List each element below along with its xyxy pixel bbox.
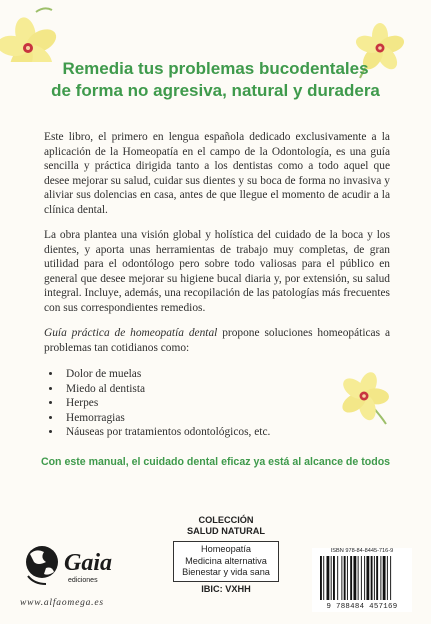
list-item: • Herpes — [62, 396, 390, 411]
collection-name: SALUD NATURAL — [187, 526, 265, 536]
barcode-bar — [323, 556, 324, 600]
publisher-name: Gaia — [64, 550, 112, 576]
book-title-italic: Guía práctica de homeopatía dental — [44, 327, 218, 339]
barcode-bar — [350, 556, 352, 600]
category-item: Medicina alternativa — [185, 555, 267, 566]
collection-label: COLECCIÓN — [198, 515, 254, 525]
blurb — [44, 130, 390, 440]
ean-digits: 9 788484 457169 — [326, 603, 398, 611]
gaia-globe-icon — [20, 536, 140, 596]
barcode-icon — [318, 556, 406, 602]
blurb-paragraph-3 — [44, 326, 390, 355]
blurb-paragraph-1: Este libro, el primero en lengua española dedicado exclusivamente a la aplicación de la Homeopatía en el campo de la Odontología, es una guía sencilla y práctica dirigida tanto a los dentistas como a todo aquel que desee mejorar su salud, cuidar sus dientes y su boca de forma no invasiva y aliviar sus dolencias en casa, antes de que llegue el momento de acudir a la clínica dental. — [44, 131, 390, 216]
barcode-bar — [347, 556, 348, 600]
list-item: • Dolor de muelas — [62, 367, 390, 382]
barcode-bar — [320, 556, 322, 600]
category-box — [173, 541, 279, 582]
barcode-bar — [390, 556, 391, 600]
closing-tagline: Con este manual, el cuidado dental eficaz ya está al alcance de todos — [40, 456, 391, 468]
barcode-bar — [344, 556, 346, 600]
barcode-bar — [341, 556, 342, 600]
barcode-bar — [371, 556, 373, 600]
barcode-bar — [380, 556, 381, 600]
barcode-bar — [331, 556, 332, 600]
barcode-bar — [366, 556, 369, 600]
blurb-paragraph-2: La obra plantea una visión global y holística del cuidado de la boca y los dientes, y aporta unas herramientas de trabajo muy completas, de gran utilidad para el odontólogo pero sobre todo valiosas para el público en general que desee mejorar su higiene bucal diaria y, por extensión, su salud integral. Incluye, además, una recopilación de las patologías más frecuentes con sus correspondientes remedios. — [44, 229, 390, 314]
collection-info — [166, 515, 286, 594]
headline-line-1: Remedia tus problemas bucodentales — [62, 59, 369, 78]
barcode-bar — [327, 556, 330, 600]
barcode-bar — [361, 556, 362, 600]
list-item: • Náuseas por tratamientos odontológicos, etc. — [62, 425, 390, 440]
publisher-url: www.alfaomega.es — [20, 598, 104, 608]
list-item: • Miedo al dentista — [62, 382, 390, 397]
barcode-bar — [333, 556, 335, 600]
barcode-bar — [376, 556, 378, 600]
publisher-logo — [20, 536, 140, 606]
list-item: • Hemorragias — [62, 411, 390, 426]
barcode-bar — [374, 556, 375, 600]
headline-line-2: de forma no agresiva, natural y duradera — [51, 81, 380, 100]
barcode — [312, 548, 412, 612]
publisher-subtitle: ediciones — [68, 577, 98, 584]
category-item: Homeopatía — [200, 544, 252, 554]
barcode-bar — [337, 556, 338, 600]
paragraph-3-text: propone soluciones homeopáticas a problemas tan cotidianos como: — [44, 327, 390, 354]
barcode-bar — [387, 556, 388, 600]
category-item: Bienestar y vida sana — [182, 567, 270, 577]
back-cover-headline — [0, 58, 431, 102]
remedies-list — [44, 367, 390, 440]
ibic-code: IBIC: VXHH — [201, 583, 251, 594]
flower-icon-top-left — [0, 4, 68, 62]
barcode-bar — [364, 556, 365, 600]
isbn-text: ISBN 978-84-8445-716-9 — [330, 548, 394, 554]
barcode-bar — [353, 556, 356, 600]
barcode-bar — [358, 556, 359, 600]
barcode-bar — [383, 556, 386, 600]
